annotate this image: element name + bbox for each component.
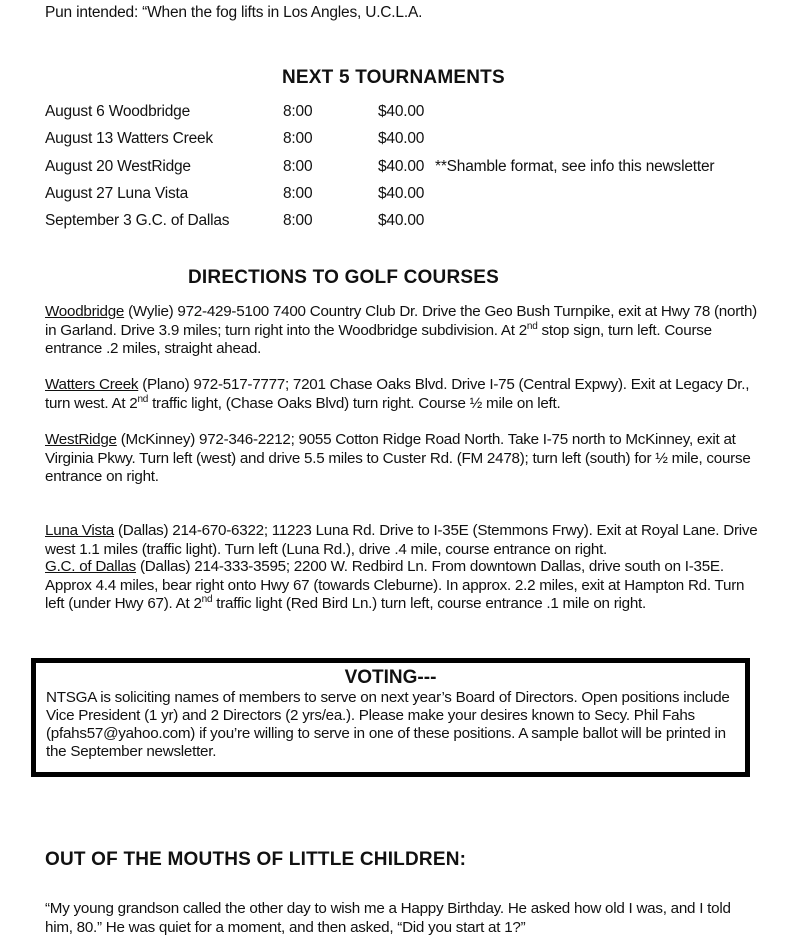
tournament-fee: $40.00 bbox=[378, 103, 425, 120]
course-directions-text: (Wylie) 972-429-5100 7400 Country Club Dr. Drive the Geo Bush Turnpike, exit at Hwy 78 (north) in Garland. Drive 3.9 miles; turn right into the Woodbridge subdivision. At 2 bbox=[45, 303, 757, 339]
kids-heading: OUT OF THE MOUTHS OF LITTLE CHILDREN: bbox=[45, 849, 467, 870]
course-name: Woodbridge bbox=[45, 303, 125, 320]
course-directions-text: (Dallas) 214-670-6322; 11223 Luna Rd. Drive to I-35E (Stemmons Frwy). Exit at Royal Lane. Drive west 1.1 miles (traffic light). Turn left (Luna Rd.), drive .4 mile, course entrance on right. bbox=[45, 522, 758, 558]
course-directions-text: (McKinney) 972-346-2212; 9055 Cotton Ridge Road North. Take I-75 north to McKinney, exit at Virginia Pkwy. Turn left (west) and drive 5.5 miles to Custer Rd. (FM 2478); turn left (south) for ½ mile, course entrance on right. bbox=[45, 431, 751, 485]
tournament-note: **Shamble format, see info this newsletter bbox=[435, 158, 715, 175]
voting-title: VOTING--- bbox=[344, 667, 437, 688]
course-name: WestRidge bbox=[45, 431, 117, 448]
directions-watters-creek bbox=[45, 376, 761, 413]
course-directions-text: traffic light, (Chase Oaks Blvd) turn right. Course ½ mile on left. bbox=[148, 394, 561, 412]
kids-anecdote: “My young grandson called the other day to wish me a Happy Birthday. He asked how old I was, and I told him, 80.” He was quiet for a moment, and then asked, “Did you start at 1?” bbox=[45, 900, 731, 936]
tournament-time: 8:00 bbox=[283, 103, 313, 120]
course-name: Luna Vista bbox=[45, 522, 114, 539]
tournament-fee: $40.00 bbox=[378, 158, 425, 175]
directions-luna-vista bbox=[45, 522, 761, 559]
tournament-time: 8:00 bbox=[283, 185, 313, 202]
ordinal-suffix: nd bbox=[201, 594, 213, 605]
course-directions-text: (Plano) 972-517-7777; 7201 Chase Oaks Blvd. Drive I-75 (Central Expwy). Exit at Legacy Dr., turn west. At 2 bbox=[45, 376, 750, 412]
tournaments-heading: NEXT 5 TOURNAMENTS bbox=[282, 67, 505, 88]
tournament-fee: $40.00 bbox=[378, 212, 425, 229]
tournament-date-course: September 3 G.C. of Dallas bbox=[45, 212, 230, 229]
voting-box bbox=[31, 658, 750, 777]
course-directions-text: (Dallas) 214-333-3595; 2200 W. Redbird Ln. From downtown Dallas, drive south on I-35E. Approx 4.4 miles, bear right onto Hwy 67 (towards Cleburne). In approx. 2.2 miles, exit at Hampton Rd. Turn left (under Hwy 67). At 2 bbox=[45, 558, 745, 612]
tournament-time: 8:00 bbox=[283, 158, 313, 175]
ordinal-suffix: nd bbox=[526, 320, 538, 332]
course-name: Watters Creek bbox=[45, 376, 139, 393]
course-directions-text: stop sign, turn left. Course entrance .2 miles, straight ahead. bbox=[45, 321, 712, 357]
directions-westridge bbox=[45, 431, 761, 487]
tournament-fee: $40.00 bbox=[378, 130, 425, 147]
tournament-date-course: August 20 WestRidge bbox=[45, 158, 191, 175]
directions-gc-of-dallas bbox=[45, 558, 761, 614]
course-directions-text: traffic light (Red Bird Ln.) turn left, course entrance .1 mile on right. bbox=[212, 595, 646, 612]
directions-woodbridge bbox=[45, 303, 761, 359]
course-name: G.C. of Dallas bbox=[45, 558, 137, 575]
ordinal-suffix: nd bbox=[137, 393, 149, 405]
voting-body: NTSGA is soliciting names of members to serve on next year’s Board of Directors. Open positions include Vice President (1 yr) and 2 Directors (2 yrs/ea.). Please make your desires known to Secy. Phil Fahs (pfahs57@yahoo.com) if you’re willing to serve in one of these positions. A sample ballot will be printed in the September newsletter. bbox=[46, 689, 730, 760]
directions-heading: DIRECTIONS TO GOLF COURSES bbox=[188, 267, 499, 288]
tournament-date-course: August 13 Watters Creek bbox=[45, 130, 213, 147]
tournament-time: 8:00 bbox=[283, 212, 313, 229]
pun-line: Pun intended: “When the fog lifts in Los Angles, U.C.L.A. bbox=[45, 4, 423, 21]
tournament-time: 8:00 bbox=[283, 130, 313, 147]
tournament-date-course: August 27 Luna Vista bbox=[45, 185, 189, 202]
tournament-fee: $40.00 bbox=[378, 185, 425, 202]
tournament-date-course: August 6 Woodbridge bbox=[45, 103, 190, 120]
